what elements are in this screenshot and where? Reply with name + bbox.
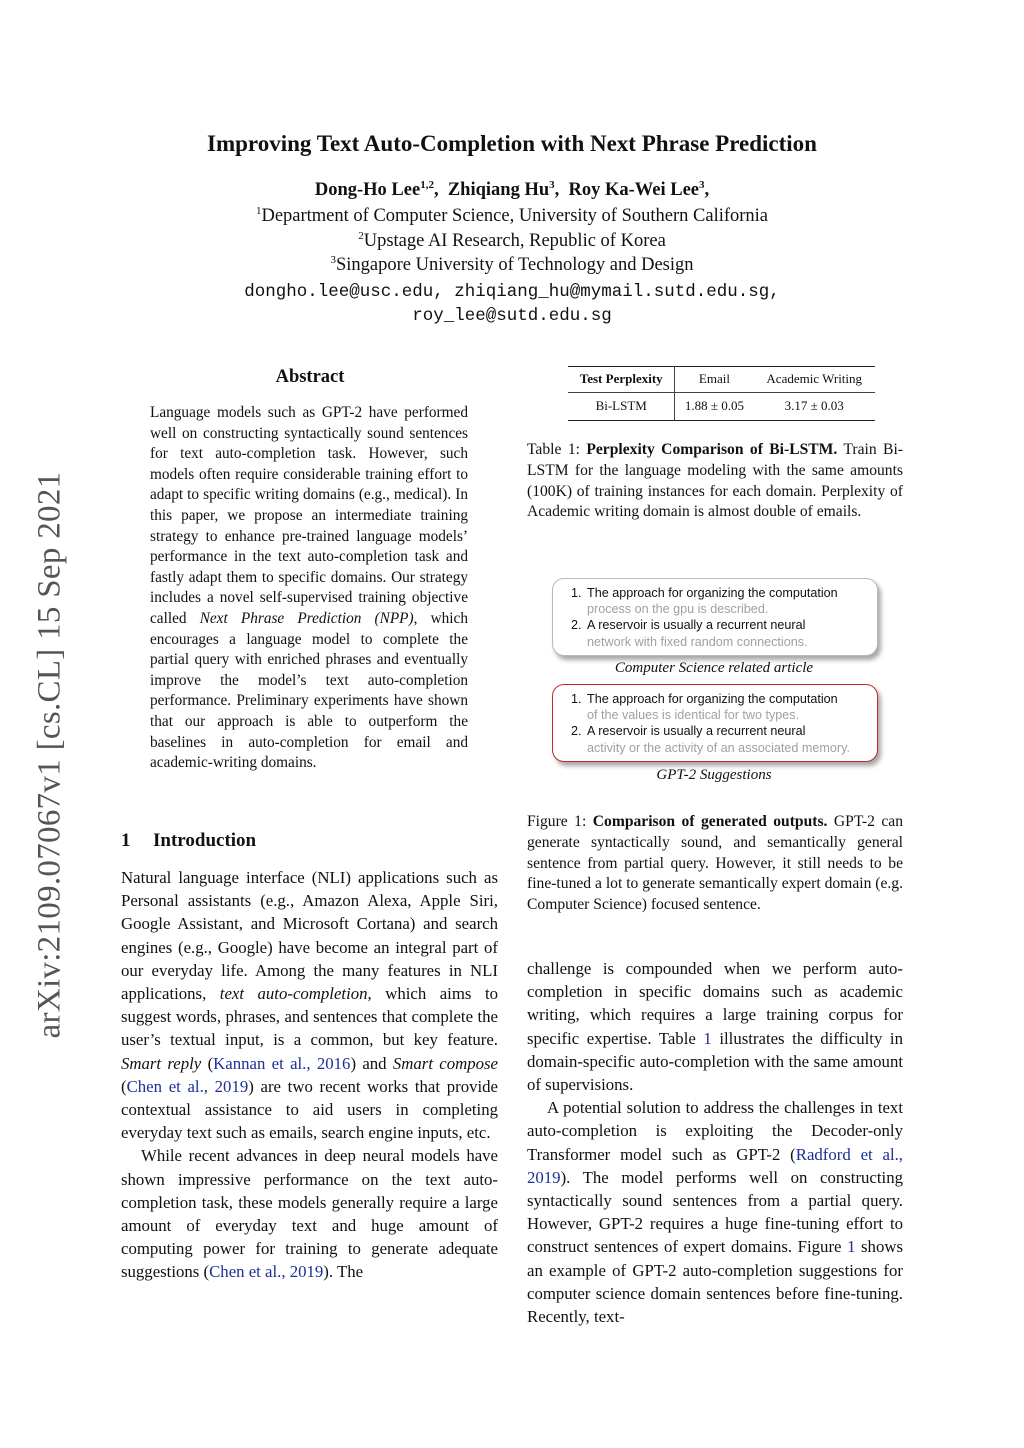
abstract-body	[150, 403, 468, 774]
typed-text: A reservoir is usually a recurrent neural	[587, 618, 806, 633]
abstract-term: Next Phrase Prediction (NPP)	[199, 609, 414, 627]
table-header: Email	[675, 367, 754, 393]
text-run: While recent advances in deep neural models have shown impressive performance on the text auto-completion task, these models generally require a large amount of everyday text and huge amount of computing power for training to generate adequate suggestions (	[121, 1146, 498, 1282]
figure-caption	[527, 812, 903, 916]
text-run: ). The	[323, 1262, 364, 1282]
paragraph	[121, 1144, 498, 1283]
text-run: (	[201, 1053, 214, 1073]
figure-ref-link[interactable]: 1	[847, 1237, 856, 1257]
typed-text: A reservoir is usually a recurrent neural	[587, 724, 806, 739]
completion-text: network with fixed random connections.	[587, 634, 808, 649]
table-cell: 1.88 ± 0.05	[684, 398, 744, 413]
text-run: ). The model performs well on constructing syntactically sound sentences from a partial query. However, GPT-2 requires a huge fine-tuning effort to construct sentences of expert domains. Figure	[527, 1167, 903, 1257]
affiliation-sup: 2	[358, 230, 364, 242]
text-run: , which aims to suggest words, phrases, and sentences that complete the user’s textual input, is a common, but key feature.	[121, 984, 498, 1050]
table-ref-link[interactable]: 1	[703, 1028, 712, 1048]
caption-label: Table 1:	[527, 441, 587, 458]
table-row	[568, 393, 875, 421]
completion-text: activity or the activity of an associated memory.	[587, 740, 850, 755]
author-sup: 3	[699, 179, 705, 191]
caption-label: Figure 1:	[527, 813, 593, 830]
perplexity-table	[568, 366, 875, 421]
paragraph	[121, 866, 498, 1144]
table-cell: 3.17 ± 0.03	[784, 398, 844, 413]
section-title: Introduction	[153, 830, 257, 851]
email-line: dongho.lee@usc.edu, zhiqiang_hu@mymail.sutd.edu.sg,	[244, 282, 780, 302]
arxiv-stamp-text: arXiv:2109.07067v1 [cs.CL] 15 Sep 2021	[31, 471, 68, 1039]
caption-text: Train Bi-LSTM for the language modeling with the same amounts (100K) of training instances for each domain. Perplexity of Academic writing domain is almost double of emails.	[527, 441, 903, 521]
list-item	[585, 617, 871, 649]
completion-text: process on the gpu is described.	[587, 602, 769, 617]
affiliation	[0, 231, 1024, 252]
email-line: roy_lee@sutd.edu.sg	[412, 306, 612, 326]
author-name: Zhiqiang Hu	[447, 180, 550, 200]
affiliation-text: Upstage AI Research, Republic of Korea	[363, 231, 666, 251]
text-run: A potential solution to address the challenges in text auto-completion is exploiting the Decoder-only Transformer model such as GPT-2 (	[527, 1098, 903, 1164]
list-item	[585, 691, 871, 723]
left-column-text	[121, 866, 498, 1284]
figure-panel-label: Computer Science related article	[614, 660, 814, 676]
affiliation	[0, 206, 1024, 227]
italic-term: Smart reply	[121, 1053, 202, 1073]
paragraph	[527, 957, 903, 1096]
affiliation-sup: 1	[255, 205, 262, 217]
abstract-heading: Abstract	[275, 367, 345, 387]
text-run: Natural language interface (NLI) applications such as Personal assistants (e.g., Amazon Alexa, Apple Siri, Google Assistant, and Microsoft Cortana) and search engines (e.g., Google) have become an integral part of our everyday life. Among the many features in NLI applications,	[121, 868, 498, 1004]
table-1	[568, 366, 875, 421]
citation-link[interactable]: Kannan et al., 2016	[213, 1053, 351, 1073]
paper-title: Improving Text Auto-Completion with Next Phrase Prediction	[207, 131, 817, 156]
gpt2-suggestions-box	[552, 684, 878, 762]
text-run: ) and	[350, 1053, 393, 1073]
list-item	[585, 723, 871, 755]
author-name: Roy Ka-Wei Lee	[568, 180, 700, 200]
citation-link[interactable]: Radford et al., 2019	[527, 1144, 903, 1187]
list-item	[585, 585, 871, 617]
section-number: 1	[121, 830, 131, 851]
text-run: shows an example of GPT-2 auto-completion suggestions for computer science domain sentences before fine-tuning. Recently, text-	[527, 1237, 903, 1327]
caption-bold: Perplexity Comparison of Bi-LSTM.	[586, 441, 838, 458]
table-header: Test Perplexity	[568, 367, 675, 393]
caption-bold: Comparison of generated outputs.	[592, 813, 828, 830]
table-caption	[527, 440, 903, 523]
affiliation	[0, 255, 1024, 276]
typed-text: The approach for organizing the computation	[587, 586, 838, 600]
completion-text: of the values is identical for two types.	[587, 708, 800, 723]
typed-text: The approach for organizing the computation	[587, 692, 838, 706]
italic-term: text auto-completion	[219, 984, 368, 1004]
right-column-text	[527, 957, 903, 1328]
paragraph	[527, 1096, 903, 1328]
affiliation-text: Department of Computer Science, University of Southern California	[261, 206, 769, 226]
italic-term: Smart compose	[392, 1053, 499, 1073]
cs-article-box	[552, 578, 878, 656]
section-heading	[121, 830, 256, 852]
caption-text: GPT-2 can generate syntactically sound, and semantically general sentence from partial query. However, it still needs to be fine-tuned a lot to generate semantically expert domain (e.g. Computer Science) focused sentence.	[527, 813, 904, 914]
abstract-text: , which encourages a language model to complete the partial query with enriched phrases and eventually improve the model’s text auto-completion performance. Preliminary experiments have shown that our approach is able to outperform the baselines in auto-completion for email and academic-writing domains.	[150, 609, 468, 772]
citation-link[interactable]: Chen et al., 2019	[126, 1076, 249, 1096]
figure-panel-label: GPT-2 Suggestions	[656, 767, 772, 783]
text-run: ) are two recent works that provide contextual assistance to aid users in completing everyday text such as emails, search engine inputs, etc.	[121, 1076, 498, 1143]
text-run: (	[121, 1076, 127, 1096]
author-name: Dong-Ho Lee	[314, 180, 421, 200]
table-cell: Bi-LSTM	[568, 393, 675, 421]
citation-link[interactable]: Chen et al., 2019	[209, 1262, 324, 1282]
abstract-text: Language models such as GPT-2 have performed well on constructing syntactically sound sentences for text auto-completion task. However, such models often require considerable training effort to adapt to specific writing domains (e.g., medical). In this paper, we propose an intermediate training strategy to enhance pre-trained language models’ performance in the text auto-completion task and fastly adapt them to specific domains. Our strategy includes a novel self-supervised training objective called	[150, 404, 468, 627]
text-run: challenge is compounded when we perform auto-completion in specific domains such as academic writing, which requires a large training corpus for specific expertise. Table	[527, 959, 903, 1048]
author-sup: 1,2	[420, 179, 434, 191]
author-sup: 3	[549, 179, 555, 191]
table-header-row	[568, 367, 875, 393]
affiliation-sup: 3	[330, 254, 336, 266]
affiliation-text: Singapore University of Technology and Design	[335, 255, 694, 275]
author-list: Dong-Ho Lee$^{1,2}$, Zhiqiang Hu$^3$, Roy Ka-Wei Lee$^3$,	[314, 179, 710, 200]
table-header: Academic Writing	[753, 367, 875, 393]
arxiv-stamp	[10, 455, 90, 1055]
text-run: illustrates the difficulty in domain-specific auto-completion with the same amount of supervisions.	[527, 1028, 903, 1095]
